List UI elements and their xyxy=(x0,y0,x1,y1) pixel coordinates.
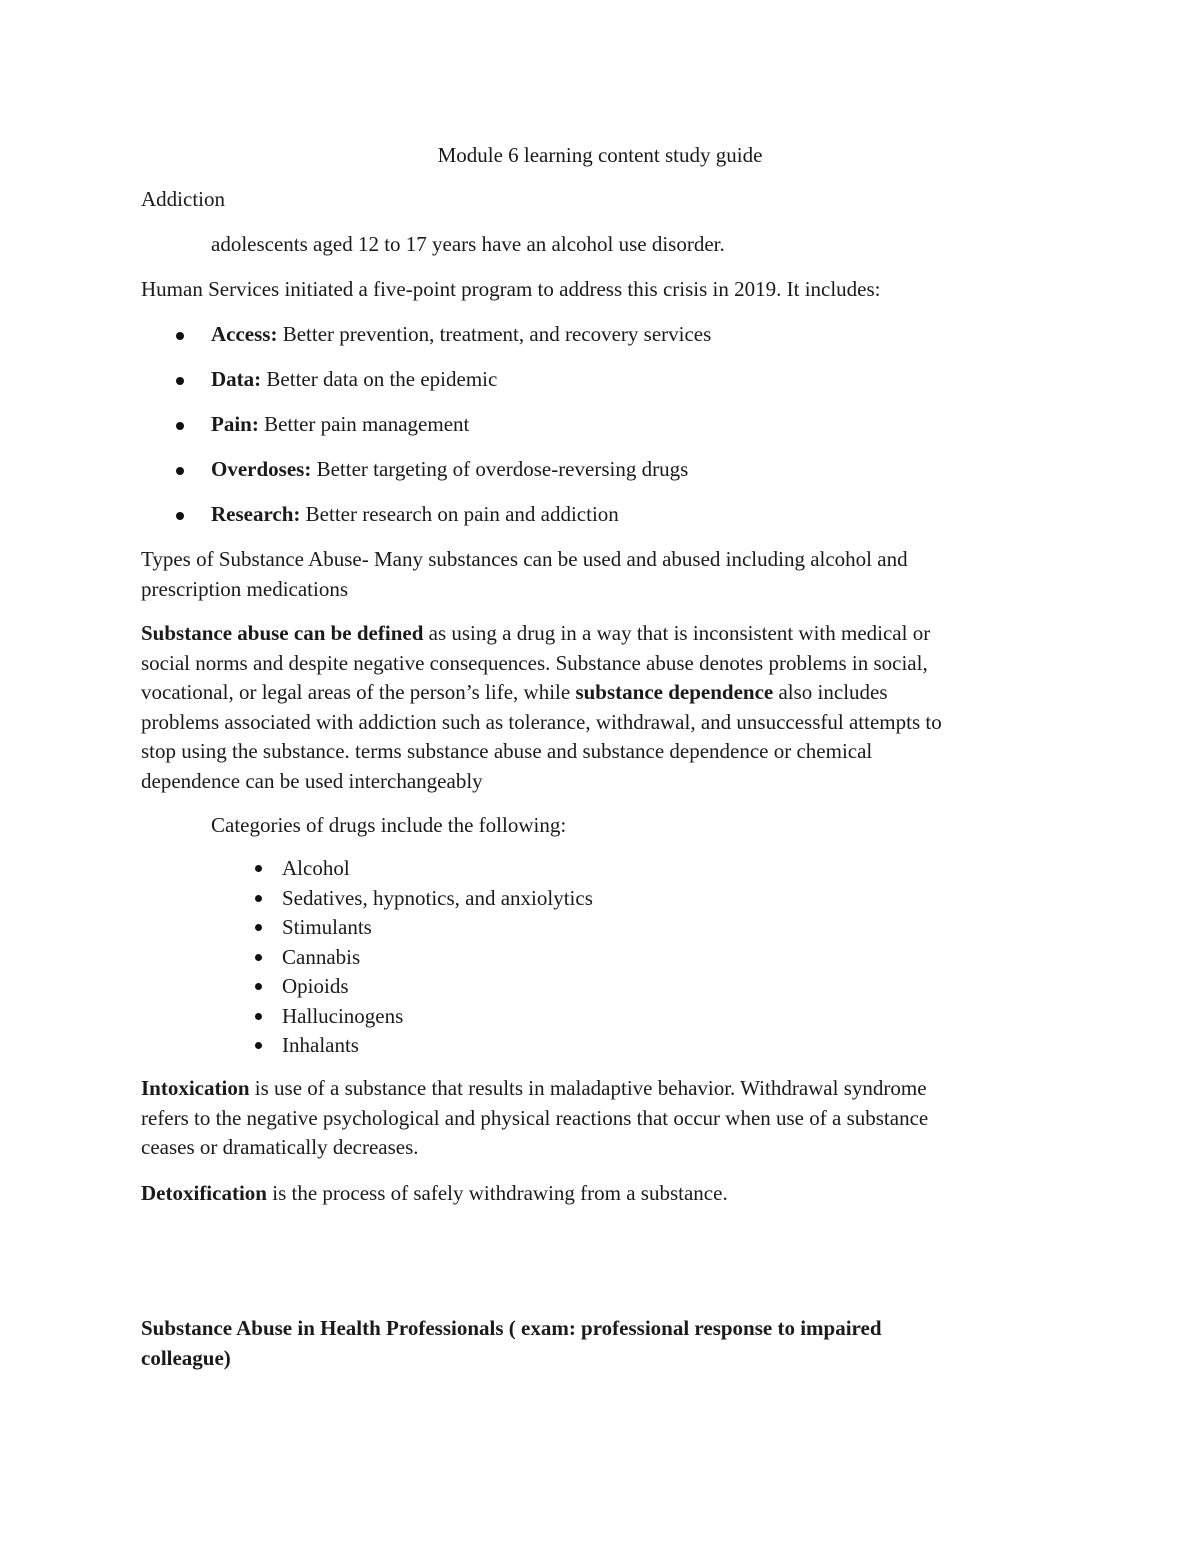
point-term: Access: xyxy=(211,322,278,346)
list-item xyxy=(211,972,593,1002)
types-of-substance-abuse xyxy=(141,545,1061,604)
bullet-icon xyxy=(255,895,262,902)
heading-line-1: Substance Abuse in Health Professionals ( exam: professional response to impaired xyxy=(141,1316,882,1340)
intoxication-line-2: refers to the negative psychological and physical reactions that occur when use of a substance xyxy=(141,1105,929,1130)
intoxication-line-3: ceases or dramatically decreases. xyxy=(141,1135,419,1159)
definition-term: Substance abuse can be defined xyxy=(141,621,424,645)
detoxification-term: Detoxification xyxy=(141,1181,267,1205)
definition-line-5: stop using the substance. terms substance abuse and substance dependence or chemical xyxy=(141,739,873,763)
dependence-term: substance dependence xyxy=(575,680,774,704)
page-title: Module 6 learning content study guide xyxy=(437,143,763,167)
point-term: Pain: xyxy=(211,412,259,436)
point-text: Better prevention, treatment, and recovery services xyxy=(277,322,712,346)
intoxication-paragraph xyxy=(141,1074,1061,1163)
point-text: Better research on pain and addiction xyxy=(300,502,619,526)
point-term: Research: xyxy=(211,502,301,526)
hhs-program-intro: Human Services initiated a five-point program to address this crisis in 2019. It includes: xyxy=(141,277,881,301)
bullet-icon xyxy=(255,1042,262,1049)
bullet-icon xyxy=(255,1013,262,1020)
definition-line-4: problems associated with addiction such as tolerance, withdrawal, and unsuccessful attempts to xyxy=(141,709,942,734)
section-heading-addiction: Addiction xyxy=(141,187,225,211)
program-points-list xyxy=(141,320,711,545)
list-item xyxy=(211,943,593,973)
bullet-icon xyxy=(176,332,184,340)
definition-line-6: dependence can be used interchangeably xyxy=(141,768,483,793)
list-item xyxy=(141,500,711,545)
detoxification-text: is the process of safely withdrawing from a substance. xyxy=(266,1181,728,1205)
drug-category: Stimulants xyxy=(282,915,372,939)
health-professionals-heading xyxy=(141,1314,1061,1373)
list-item xyxy=(211,1031,593,1061)
definition-line-3a: vocational, or legal areas of the person’s life, while xyxy=(141,680,576,704)
point-term: Data: xyxy=(211,367,262,391)
intoxication-text: is use of a substance that results in maladaptive behavior. Withdrawal syndrome xyxy=(249,1076,927,1100)
point-text: Better data on the epidemic xyxy=(261,367,498,391)
heading-line-2: colleague) xyxy=(141,1345,231,1370)
bullet-icon xyxy=(255,924,262,931)
substance-abuse-definition xyxy=(141,619,1061,796)
bullet-icon xyxy=(176,377,184,385)
bullet-icon xyxy=(176,467,184,475)
categories-intro: Categories of drugs include the following: xyxy=(211,813,567,837)
intoxication-term: Intoxication xyxy=(141,1076,250,1100)
bullet-icon xyxy=(255,983,262,990)
definition-line-3b: also includes xyxy=(773,680,888,704)
list-item xyxy=(211,854,593,884)
definition-text: as using a drug in a way that is inconsistent with medical or xyxy=(423,621,931,645)
bullet-icon xyxy=(255,865,262,872)
drug-category: Hallucinogens xyxy=(282,1003,404,1028)
drug-category: Alcohol xyxy=(282,856,350,880)
list-item xyxy=(211,913,593,943)
list-item xyxy=(211,884,593,914)
drug-category: Opioids xyxy=(282,974,349,998)
adolescents-statement: adolescents aged 12 to 17 years have an alcohol use disorder. xyxy=(211,232,725,256)
drug-category: Cannabis xyxy=(282,944,361,969)
drug-category: Inhalants xyxy=(282,1033,359,1057)
list-item xyxy=(141,365,711,410)
bullet-icon xyxy=(176,422,184,430)
bullet-icon xyxy=(176,512,184,520)
list-item xyxy=(141,320,711,365)
list-item xyxy=(211,1002,593,1032)
point-text: Better pain management xyxy=(258,412,470,436)
bullet-icon xyxy=(255,954,262,961)
types-line-2: prescription medications xyxy=(141,576,349,601)
detoxification-paragraph xyxy=(141,1179,1061,1209)
types-line-1: Types of Substance Abuse- Many substances can be used and abused including alcohol and xyxy=(141,547,908,571)
drug-categories-list xyxy=(211,854,593,1061)
list-item xyxy=(141,455,711,500)
definition-line-2: social norms and despite negative consequences. Substance abuse denotes problems in social, xyxy=(141,650,928,675)
list-item xyxy=(141,410,711,455)
point-term: Overdoses: xyxy=(211,457,312,481)
drug-category: Sedatives, hypnotics, and anxiolytics xyxy=(282,885,593,910)
point-text: Better targeting of overdose-reversing drugs xyxy=(311,457,689,481)
